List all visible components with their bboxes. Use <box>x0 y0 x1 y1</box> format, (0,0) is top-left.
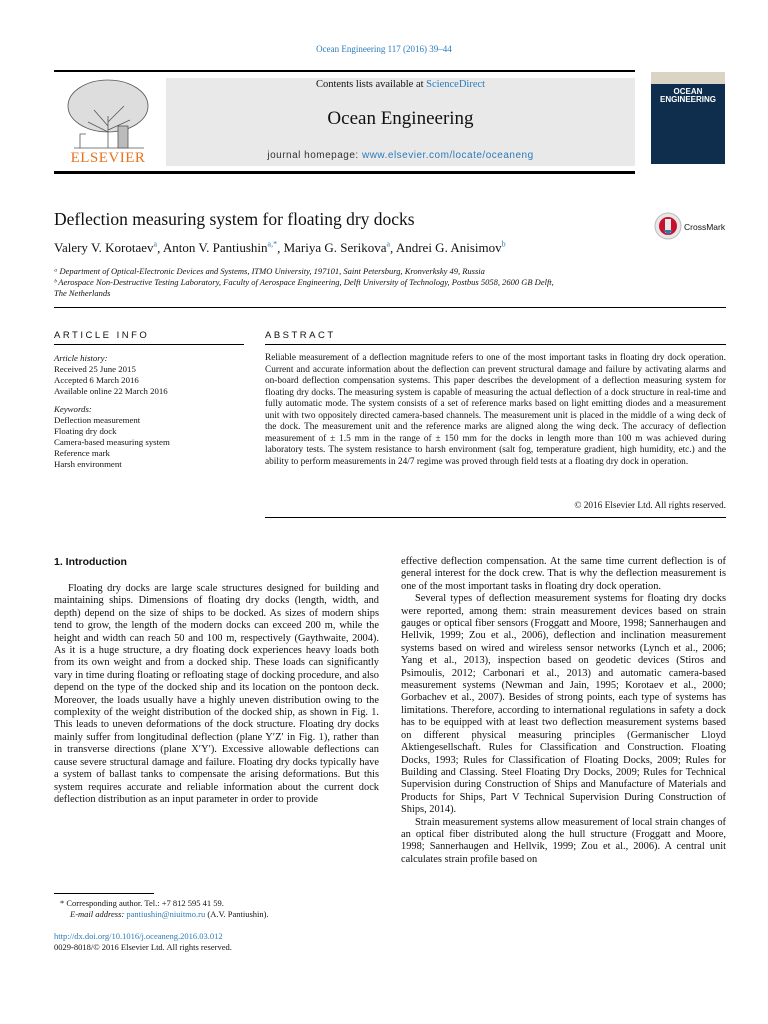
section-heading-introduction: 1. Introduction <box>54 556 127 568</box>
right-column <box>401 556 726 866</box>
keywords-label: Keywords: <box>54 404 92 414</box>
journal-name: Ocean Engineering <box>327 108 474 129</box>
contents-prefix: Contents lists available at <box>315 79 427 90</box>
author-list: Valery V. Korotaev$^a$, Anton V. Pantiushin$^{a,*}$, Mariya G. Serikova$^a$, Andrei G. Anisimov$^b$ <box>54 240 506 256</box>
article-history <box>54 353 168 397</box>
homepage-prefix: journal homepage: <box>267 150 362 161</box>
author-3[interactable]: Mariya G. Serikova$^a$ <box>283 240 391 256</box>
paragraph: effective deflection compensation. At the same time current deflection is of general interest for the dock crew. That is why the deflection measurement is one of the most important tasks in floating dry dock operation. <box>401 556 726 592</box>
doi-block <box>54 931 232 953</box>
contents-line <box>166 79 635 90</box>
abstract-rule <box>265 344 726 345</box>
keywords <box>54 404 170 470</box>
abstract-bottom-rule <box>265 517 726 518</box>
article-info-rule <box>54 344 244 345</box>
crossmark-label: CrossMark <box>684 222 726 232</box>
divider <box>54 307 726 308</box>
issn-line: 0029-8018/© 2016 Elsevier Ltd. All rights reserved. <box>54 942 232 952</box>
crossmark-icon <box>654 211 682 241</box>
affiliation-b-cont: The Netherlands <box>54 288 111 298</box>
footnote-rule <box>54 893 154 894</box>
abstract-text: Reliable measurement of a deflection magnitude refers to one of the most important tasks in floating dry dock operation. Current and accurate information about the deflection can prevent structural damage and failure by activating alarms and on-board deflection compensation systems. This paper describes the development of a deflection measuring system for floating dry docks. The measuring system is capable of measuring the actual deflection of a dock structure in real-time and fully automatic mode. The system consists of a set of reference marks based on light emitting diodes and a measurement unit with two oppositely directed camera-based channels. The measurement unit is placed in the middle of a wing deck of the dock. The measurement unit and the reference marks are aligned along the wing deck. The accuracy of deflection measurement of ± 1.5 mm in the range of ± 150 mm for the docks in length more than 100 m was achieved during laboratory tests. The system resistance to harsh environment (salt fog, temperature gradient, high humidity, etc.) and the ability to perform measurements in 24/7 regime was proved through field tests at a floating dry dock in operation. <box>265 353 726 467</box>
keyword: Harsh environment <box>54 459 122 469</box>
cover-title-line2: ENGINEERING <box>659 95 716 104</box>
paragraph: Strain measurement systems allow measurement of local strain changes of an optical fiber distributed along the hull structure (Froggatt and Moore, 1998; Sannerhaugen and Hellvik, 1999; Zou et al., 2006). A central unit calculates strain profile based on <box>401 816 726 865</box>
affiliation-b: ᵇ Aerospace Non-Destructive Testing Laboratory, Faculty of Aerospace Engineering, Delft University of Technology, Postbus 5058, 2600 GB Delft, <box>54 277 554 287</box>
keyword: Camera-based measuring system <box>54 437 170 447</box>
left-column <box>54 583 379 806</box>
online-date: Available online 22 March 2016 <box>54 386 168 396</box>
history-label: Article history: <box>54 353 108 363</box>
cover-strip <box>651 72 725 84</box>
abstract-copyright: © 2016 Elsevier Ltd. All rights reserved. <box>574 501 726 511</box>
author-1[interactable]: Valery V. Korotaev$^a$ <box>54 240 158 256</box>
elsevier-wordmark: ELSEVIER <box>70 150 146 166</box>
email-suffix: (A.V. Pantiushin). <box>205 909 269 919</box>
crossmark-badge[interactable] <box>654 211 729 241</box>
article-info-heading: ARTICLE INFO <box>54 330 150 341</box>
cover-title <box>651 88 725 104</box>
keyword: Floating dry dock <box>54 426 117 436</box>
journal-cover[interactable] <box>651 72 725 164</box>
accepted-date: Accepted 6 March 2016 <box>54 375 139 385</box>
paragraph: Several types of deflection measurement systems for floating dry docks were reported, among them: strain measurement devices based on strain gauges or optical fiber sensors (Froggatt and Moore, 1998; Sannerhaugen and Hellvik, 1999; Zou et al., 2006), deflection and inclination measurement systems based on wired and wireless sensor networks (Lynch et al., 2006; Yang et al., 2013), inspection based on geodetic devices (Stiros and Psimoulis, 2012; Carbonari et al., 2013) and automatic camera-based measurement systems (Newman and Jain, 1995; Korotaev et al., 2000; Gorbachev et al., 2007). Besides of strong points, each type of systems has limitations. Therefore, according to international regulations in safety a dock has to be equipped with at least two deflection measurement systems based on different physical measuring principles (Germanischer Lloyd Aktiengesellschaft. Rules for Classification and Construction. Floating Docks, 1993; Rules for Classification of Floating Docks, 2009; Rules for Building and Classing. Steel Floating Dry Docks, 2009; Rules for Technical Supervision during Construction of Ships and Manufacture of Materials and Products for Ships, Part V Technical Supervision During Construction of Ships, 2014). <box>401 593 726 816</box>
homepage-link[interactable]: www.elsevier.com/locate/oceaneng <box>361 150 534 161</box>
affiliation-a: ᵃ Department of Optical-Electronic Devices and Systems, ITMO University, 197101, Saint Petersburg, Kronverksky 49, Russia <box>54 266 485 276</box>
sciencedirect-link[interactable]: ScienceDirect <box>426 79 486 90</box>
author-2[interactable]: Anton V. Pantiushin$^{a,*}$ <box>162 240 278 256</box>
received-date: Received 25 June 2015 <box>54 364 136 374</box>
header-top-rule <box>54 70 635 72</box>
corresponding-author: * Corresponding author. Tel.: +7 812 595 41 59. <box>60 898 224 908</box>
keyword: Deflection measurement <box>54 415 141 425</box>
author-4[interactable]: Andrei G. Anisimov$^b$ <box>395 240 506 256</box>
header-bottom-rule <box>54 171 635 174</box>
article-title: Deflection measuring system for floating dry docks <box>54 209 415 229</box>
abstract-heading: ABSTRACT <box>265 330 336 341</box>
email-link[interactable]: pantiushin@niuitmo.ru <box>126 909 206 919</box>
cover-title-line1: OCEAN <box>673 87 703 96</box>
doi-link[interactable]: http://dx.doi.org/10.1016/j.oceaneng.2016.03.012 <box>54 931 223 941</box>
journal-citation[interactable]: Ocean Engineering 117 (2016) 39–44 <box>316 44 452 54</box>
email-label: E-mail address: <box>70 909 127 919</box>
homepage-line <box>166 150 635 161</box>
paragraph: Floating dry docks are large scale structures designed for building and maintaining ships. Dimensions of floating dry docks (length, width, and depth) depend on the size of ships to be docked. As sizes of modern ships tend to grow, the length of the modern docks can exceed 200 m, while the height and width can reach 50 and 100 m, respectively (Gaythwaite, 2004). As it is a huge structure, a dry floating dock experiences heavy loads both from its own weight and from a docked ship. These loads can significantly vary in time during floating or refloating stage of docking procedure, and also depend on the type of the docked ship and its location on the pontoon deck. Moreover, the loads usually have a highly uneven distribution owing to the complexity of the weight distribution of the docked ship, as shown in Fig. 1. This leads to uneven deformations of the dock structure. Floating dry docks mainly suffer from longitudinal deflection (plane Y′Z′ in Fig. 1), rather than in transverse directions (plane X′Y′). Excessive allowable deflections can cause severe structural damage and failure. Floating dry docks typically have a system of ballast tanks to compensate the arising deformations. But this system requires accurate and reliable information about the current dock deflection distribution as an input parameter in order to provide <box>54 583 379 805</box>
email-line <box>60 909 269 920</box>
keyword: Reference mark <box>54 448 110 458</box>
footnote <box>60 898 269 920</box>
